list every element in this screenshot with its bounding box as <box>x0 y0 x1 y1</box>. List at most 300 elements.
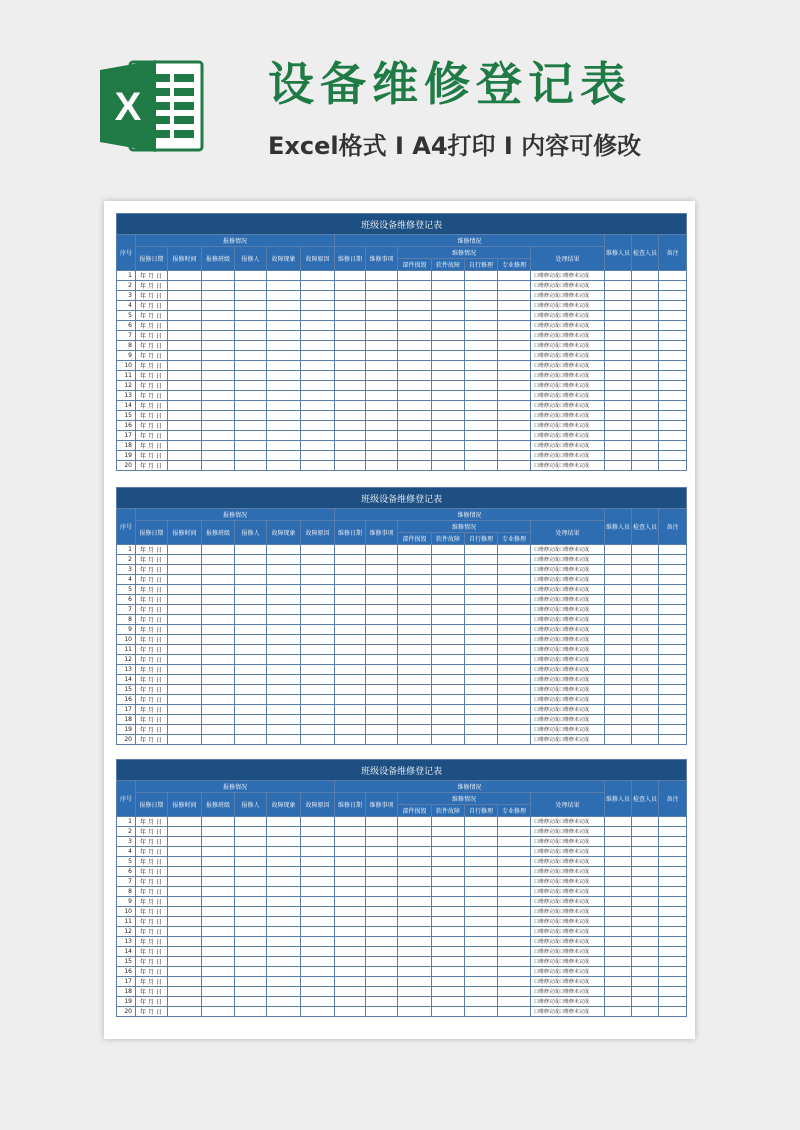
empty-cell[interactable] <box>432 827 465 837</box>
empty-cell[interactable] <box>168 461 202 471</box>
empty-cell[interactable] <box>659 877 687 887</box>
result-cell[interactable]: 口维修完成口维修未完成 <box>531 361 605 371</box>
empty-cell[interactable] <box>398 887 432 897</box>
empty-cell[interactable] <box>301 351 335 361</box>
empty-cell[interactable] <box>168 595 202 605</box>
empty-cell[interactable] <box>498 947 531 957</box>
empty-cell[interactable] <box>632 675 659 685</box>
empty-cell[interactable] <box>267 615 301 625</box>
empty-cell[interactable] <box>366 585 398 595</box>
empty-cell[interactable] <box>235 401 267 411</box>
empty-cell[interactable] <box>398 705 432 715</box>
empty-cell[interactable] <box>235 987 267 997</box>
empty-cell[interactable] <box>235 605 267 615</box>
empty-cell[interactable] <box>202 897 235 907</box>
empty-cell[interactable] <box>398 987 432 997</box>
empty-cell[interactable] <box>398 585 432 595</box>
empty-cell[interactable] <box>267 645 301 655</box>
empty-cell[interactable] <box>235 545 267 555</box>
empty-cell[interactable] <box>659 461 687 471</box>
empty-cell[interactable] <box>632 735 659 745</box>
empty-cell[interactable] <box>498 451 531 461</box>
empty-cell[interactable] <box>605 595 632 605</box>
empty-cell[interactable] <box>432 847 465 857</box>
empty-cell[interactable] <box>398 321 432 331</box>
empty-cell[interactable] <box>366 957 398 967</box>
empty-cell[interactable] <box>632 575 659 585</box>
empty-cell[interactable] <box>432 957 465 967</box>
empty-cell[interactable] <box>168 695 202 705</box>
empty-cell[interactable] <box>301 635 335 645</box>
empty-cell[interactable] <box>432 625 465 635</box>
empty-cell[interactable] <box>498 907 531 917</box>
empty-cell[interactable] <box>632 635 659 645</box>
report-date-cell[interactable]: 年 月 日 <box>136 321 168 331</box>
empty-cell[interactable] <box>605 361 632 371</box>
row-number-cell[interactable]: 3 <box>117 837 136 847</box>
empty-cell[interactable] <box>202 1007 235 1017</box>
empty-cell[interactable] <box>335 665 366 675</box>
empty-cell[interactable] <box>398 907 432 917</box>
row-number-cell[interactable]: 5 <box>117 857 136 867</box>
row-number-cell[interactable]: 4 <box>117 847 136 857</box>
empty-cell[interactable] <box>465 291 498 301</box>
empty-cell[interactable] <box>267 411 301 421</box>
empty-cell[interactable] <box>632 715 659 725</box>
empty-cell[interactable] <box>202 615 235 625</box>
row-number-cell[interactable]: 20 <box>117 735 136 745</box>
empty-cell[interactable] <box>605 575 632 585</box>
empty-cell[interactable] <box>605 585 632 595</box>
row-number-cell[interactable]: 12 <box>117 927 136 937</box>
empty-cell[interactable] <box>366 887 398 897</box>
empty-cell[interactable] <box>202 887 235 897</box>
result-cell[interactable]: 口维修完成口维修未完成 <box>531 827 605 837</box>
empty-cell[interactable] <box>659 595 687 605</box>
report-date-cell[interactable]: 年 月 日 <box>136 857 168 867</box>
empty-cell[interactable] <box>498 361 531 371</box>
empty-cell[interactable] <box>465 605 498 615</box>
report-date-cell[interactable]: 年 月 日 <box>136 271 168 281</box>
empty-cell[interactable] <box>632 361 659 371</box>
empty-cell[interactable] <box>366 947 398 957</box>
empty-cell[interactable] <box>605 725 632 735</box>
empty-cell[interactable] <box>632 331 659 341</box>
empty-cell[interactable] <box>632 867 659 877</box>
empty-cell[interactable] <box>267 695 301 705</box>
empty-cell[interactable] <box>432 461 465 471</box>
empty-cell[interactable] <box>335 675 366 685</box>
result-cell[interactable]: 口维修完成口维修未完成 <box>531 1007 605 1017</box>
empty-cell[interactable] <box>465 575 498 585</box>
result-cell[interactable]: 口维修完成口维修未完成 <box>531 301 605 311</box>
empty-cell[interactable] <box>398 615 432 625</box>
empty-cell[interactable] <box>465 675 498 685</box>
empty-cell[interactable] <box>659 937 687 947</box>
empty-cell[interactable] <box>301 401 335 411</box>
empty-cell[interactable] <box>632 431 659 441</box>
empty-cell[interactable] <box>235 957 267 967</box>
result-cell[interactable]: 口维修完成口维修未完成 <box>531 705 605 715</box>
empty-cell[interactable] <box>267 441 301 451</box>
empty-cell[interactable] <box>605 431 632 441</box>
empty-cell[interactable] <box>432 271 465 281</box>
empty-cell[interactable] <box>301 281 335 291</box>
empty-cell[interactable] <box>398 271 432 281</box>
empty-cell[interactable] <box>366 401 398 411</box>
empty-cell[interactable] <box>632 685 659 695</box>
empty-cell[interactable] <box>335 271 366 281</box>
report-date-cell[interactable]: 年 月 日 <box>136 837 168 847</box>
empty-cell[interactable] <box>366 431 398 441</box>
result-cell[interactable]: 口维修完成口维修未完成 <box>531 665 605 675</box>
empty-cell[interactable] <box>202 585 235 595</box>
empty-cell[interactable] <box>465 957 498 967</box>
empty-cell[interactable] <box>301 887 335 897</box>
empty-cell[interactable] <box>398 381 432 391</box>
empty-cell[interactable] <box>605 867 632 877</box>
report-date-cell[interactable]: 年 月 日 <box>136 725 168 735</box>
empty-cell[interactable] <box>659 341 687 351</box>
empty-cell[interactable] <box>398 645 432 655</box>
empty-cell[interactable] <box>659 837 687 847</box>
empty-cell[interactable] <box>202 715 235 725</box>
empty-cell[interactable] <box>301 441 335 451</box>
empty-cell[interactable] <box>632 645 659 655</box>
empty-cell[interactable] <box>632 997 659 1007</box>
report-date-cell[interactable]: 年 月 日 <box>136 947 168 957</box>
empty-cell[interactable] <box>301 685 335 695</box>
empty-cell[interactable] <box>498 291 531 301</box>
empty-cell[interactable] <box>202 341 235 351</box>
empty-cell[interactable] <box>432 977 465 987</box>
empty-cell[interactable] <box>301 555 335 565</box>
result-cell[interactable]: 口维修完成口维修未完成 <box>531 987 605 997</box>
empty-cell[interactable] <box>202 371 235 381</box>
report-date-cell[interactable]: 年 月 日 <box>136 585 168 595</box>
empty-cell[interactable] <box>465 987 498 997</box>
empty-cell[interactable] <box>301 565 335 575</box>
empty-cell[interactable] <box>465 555 498 565</box>
empty-cell[interactable] <box>168 431 202 441</box>
empty-cell[interactable] <box>366 545 398 555</box>
empty-cell[interactable] <box>335 451 366 461</box>
empty-cell[interactable] <box>398 695 432 705</box>
row-number-cell[interactable]: 11 <box>117 645 136 655</box>
empty-cell[interactable] <box>498 341 531 351</box>
empty-cell[interactable] <box>498 411 531 421</box>
empty-cell[interactable] <box>202 381 235 391</box>
empty-cell[interactable] <box>465 887 498 897</box>
row-number-cell[interactable]: 12 <box>117 655 136 665</box>
empty-cell[interactable] <box>432 735 465 745</box>
empty-cell[interactable] <box>301 705 335 715</box>
report-date-cell[interactable]: 年 月 日 <box>136 817 168 827</box>
empty-cell[interactable] <box>235 411 267 421</box>
empty-cell[interactable] <box>335 391 366 401</box>
empty-cell[interactable] <box>366 675 398 685</box>
row-number-cell[interactable]: 16 <box>117 695 136 705</box>
empty-cell[interactable] <box>235 977 267 987</box>
empty-cell[interactable] <box>301 1007 335 1017</box>
empty-cell[interactable] <box>465 381 498 391</box>
empty-cell[interactable] <box>498 331 531 341</box>
empty-cell[interactable] <box>605 847 632 857</box>
empty-cell[interactable] <box>605 411 632 421</box>
row-number-cell[interactable]: 12 <box>117 381 136 391</box>
row-number-cell[interactable]: 2 <box>117 827 136 837</box>
empty-cell[interactable] <box>366 421 398 431</box>
empty-cell[interactable] <box>168 271 202 281</box>
row-number-cell[interactable]: 8 <box>117 615 136 625</box>
empty-cell[interactable] <box>267 301 301 311</box>
empty-cell[interactable] <box>632 311 659 321</box>
empty-cell[interactable] <box>659 281 687 291</box>
report-date-cell[interactable]: 年 月 日 <box>136 341 168 351</box>
empty-cell[interactable] <box>235 857 267 867</box>
empty-cell[interactable] <box>498 441 531 451</box>
empty-cell[interactable] <box>432 817 465 827</box>
empty-cell[interactable] <box>235 341 267 351</box>
empty-cell[interactable] <box>168 441 202 451</box>
empty-cell[interactable] <box>632 1007 659 1017</box>
result-cell[interactable]: 口维修完成口维修未完成 <box>531 341 605 351</box>
empty-cell[interactable] <box>632 391 659 401</box>
empty-cell[interactable] <box>235 331 267 341</box>
empty-cell[interactable] <box>301 645 335 655</box>
empty-cell[interactable] <box>498 391 531 401</box>
empty-cell[interactable] <box>202 625 235 635</box>
empty-cell[interactable] <box>235 735 267 745</box>
empty-cell[interactable] <box>632 461 659 471</box>
empty-cell[interactable] <box>335 947 366 957</box>
empty-cell[interactable] <box>465 1007 498 1017</box>
empty-cell[interactable] <box>267 625 301 635</box>
row-number-cell[interactable]: 1 <box>117 545 136 555</box>
empty-cell[interactable] <box>632 381 659 391</box>
report-date-cell[interactable]: 年 月 日 <box>136 331 168 341</box>
empty-cell[interactable] <box>632 545 659 555</box>
empty-cell[interactable] <box>659 957 687 967</box>
empty-cell[interactable] <box>335 555 366 565</box>
empty-cell[interactable] <box>659 907 687 917</box>
empty-cell[interactable] <box>398 311 432 321</box>
empty-cell[interactable] <box>335 411 366 421</box>
empty-cell[interactable] <box>659 997 687 1007</box>
empty-cell[interactable] <box>235 927 267 937</box>
empty-cell[interactable] <box>301 947 335 957</box>
empty-cell[interactable] <box>432 947 465 957</box>
empty-cell[interactable] <box>465 977 498 987</box>
empty-cell[interactable] <box>335 977 366 987</box>
empty-cell[interactable] <box>605 957 632 967</box>
empty-cell[interactable] <box>659 605 687 615</box>
row-number-cell[interactable]: 10 <box>117 907 136 917</box>
empty-cell[interactable] <box>398 715 432 725</box>
empty-cell[interactable] <box>659 857 687 867</box>
result-cell[interactable]: 口维修完成口维修未完成 <box>531 321 605 331</box>
empty-cell[interactable] <box>235 877 267 887</box>
empty-cell[interactable] <box>659 411 687 421</box>
empty-cell[interactable] <box>335 281 366 291</box>
empty-cell[interactable] <box>659 321 687 331</box>
empty-cell[interactable] <box>335 341 366 351</box>
empty-cell[interactable] <box>605 735 632 745</box>
empty-cell[interactable] <box>432 381 465 391</box>
empty-cell[interactable] <box>398 605 432 615</box>
report-date-cell[interactable]: 年 月 日 <box>136 615 168 625</box>
empty-cell[interactable] <box>366 281 398 291</box>
empty-cell[interactable] <box>432 867 465 877</box>
empty-cell[interactable] <box>432 575 465 585</box>
report-date-cell[interactable]: 年 月 日 <box>136 917 168 927</box>
result-cell[interactable]: 口维修完成口维修未完成 <box>531 817 605 827</box>
empty-cell[interactable] <box>267 545 301 555</box>
empty-cell[interactable] <box>659 441 687 451</box>
empty-cell[interactable] <box>465 947 498 957</box>
empty-cell[interactable] <box>335 1007 366 1017</box>
empty-cell[interactable] <box>659 927 687 937</box>
empty-cell[interactable] <box>235 907 267 917</box>
empty-cell[interactable] <box>202 957 235 967</box>
empty-cell[interactable] <box>465 311 498 321</box>
empty-cell[interactable] <box>366 565 398 575</box>
empty-cell[interactable] <box>202 461 235 471</box>
empty-cell[interactable] <box>168 977 202 987</box>
row-number-cell[interactable]: 3 <box>117 565 136 575</box>
empty-cell[interactable] <box>605 565 632 575</box>
empty-cell[interactable] <box>398 937 432 947</box>
empty-cell[interactable] <box>465 735 498 745</box>
empty-cell[interactable] <box>267 451 301 461</box>
empty-cell[interactable] <box>659 977 687 987</box>
empty-cell[interactable] <box>432 321 465 331</box>
empty-cell[interactable] <box>235 321 267 331</box>
empty-cell[interactable] <box>465 321 498 331</box>
empty-cell[interactable] <box>432 311 465 321</box>
row-number-cell[interactable]: 16 <box>117 967 136 977</box>
empty-cell[interactable] <box>267 715 301 725</box>
empty-cell[interactable] <box>605 877 632 887</box>
empty-cell[interactable] <box>465 361 498 371</box>
empty-cell[interactable] <box>659 381 687 391</box>
empty-cell[interactable] <box>267 947 301 957</box>
empty-cell[interactable] <box>398 837 432 847</box>
empty-cell[interactable] <box>432 645 465 655</box>
empty-cell[interactable] <box>659 451 687 461</box>
empty-cell[interactable] <box>632 291 659 301</box>
empty-cell[interactable] <box>267 847 301 857</box>
empty-cell[interactable] <box>202 675 235 685</box>
result-cell[interactable]: 口维修完成口维修未完成 <box>531 371 605 381</box>
empty-cell[interactable] <box>366 877 398 887</box>
empty-cell[interactable] <box>659 695 687 705</box>
empty-cell[interactable] <box>267 351 301 361</box>
empty-cell[interactable] <box>366 837 398 847</box>
result-cell[interactable]: 口维修完成口维修未完成 <box>531 555 605 565</box>
empty-cell[interactable] <box>366 735 398 745</box>
empty-cell[interactable] <box>605 635 632 645</box>
empty-cell[interactable] <box>168 575 202 585</box>
empty-cell[interactable] <box>659 725 687 735</box>
empty-cell[interactable] <box>168 615 202 625</box>
empty-cell[interactable] <box>235 665 267 675</box>
empty-cell[interactable] <box>335 605 366 615</box>
empty-cell[interactable] <box>432 545 465 555</box>
empty-cell[interactable] <box>398 1007 432 1017</box>
empty-cell[interactable] <box>235 1007 267 1017</box>
empty-cell[interactable] <box>366 575 398 585</box>
empty-cell[interactable] <box>498 827 531 837</box>
empty-cell[interactable] <box>267 575 301 585</box>
empty-cell[interactable] <box>301 867 335 877</box>
empty-cell[interactable] <box>301 585 335 595</box>
result-cell[interactable]: 口维修完成口维修未完成 <box>531 545 605 555</box>
empty-cell[interactable] <box>432 987 465 997</box>
empty-cell[interactable] <box>335 897 366 907</box>
empty-cell[interactable] <box>432 685 465 695</box>
empty-cell[interactable] <box>267 1007 301 1017</box>
empty-cell[interactable] <box>366 705 398 715</box>
empty-cell[interactable] <box>335 867 366 877</box>
empty-cell[interactable] <box>465 301 498 311</box>
empty-cell[interactable] <box>432 665 465 675</box>
empty-cell[interactable] <box>498 967 531 977</box>
report-date-cell[interactable]: 年 月 日 <box>136 977 168 987</box>
result-cell[interactable]: 口维修完成口维修未完成 <box>531 685 605 695</box>
report-date-cell[interactable]: 年 月 日 <box>136 381 168 391</box>
empty-cell[interactable] <box>301 451 335 461</box>
row-number-cell[interactable]: 13 <box>117 937 136 947</box>
empty-cell[interactable] <box>168 645 202 655</box>
empty-cell[interactable] <box>168 897 202 907</box>
empty-cell[interactable] <box>366 271 398 281</box>
empty-cell[interactable] <box>465 391 498 401</box>
empty-cell[interactable] <box>168 545 202 555</box>
result-cell[interactable]: 口维修完成口维修未完成 <box>531 917 605 927</box>
row-number-cell[interactable]: 19 <box>117 997 136 1007</box>
empty-cell[interactable] <box>235 897 267 907</box>
row-number-cell[interactable]: 2 <box>117 281 136 291</box>
empty-cell[interactable] <box>335 837 366 847</box>
report-date-cell[interactable]: 年 月 日 <box>136 695 168 705</box>
empty-cell[interactable] <box>398 351 432 361</box>
empty-cell[interactable] <box>168 311 202 321</box>
empty-cell[interactable] <box>267 281 301 291</box>
empty-cell[interactable] <box>301 461 335 471</box>
empty-cell[interactable] <box>202 847 235 857</box>
row-number-cell[interactable]: 6 <box>117 595 136 605</box>
row-number-cell[interactable]: 7 <box>117 331 136 341</box>
empty-cell[interactable] <box>605 615 632 625</box>
empty-cell[interactable] <box>235 635 267 645</box>
empty-cell[interactable] <box>605 927 632 937</box>
empty-cell[interactable] <box>465 837 498 847</box>
empty-cell[interactable] <box>632 987 659 997</box>
empty-cell[interactable] <box>605 321 632 331</box>
empty-cell[interactable] <box>168 1007 202 1017</box>
empty-cell[interactable] <box>267 877 301 887</box>
empty-cell[interactable] <box>202 351 235 361</box>
empty-cell[interactable] <box>267 271 301 281</box>
empty-cell[interactable] <box>366 371 398 381</box>
empty-cell[interactable] <box>605 947 632 957</box>
row-number-cell[interactable]: 19 <box>117 451 136 461</box>
report-date-cell[interactable]: 年 月 日 <box>136 441 168 451</box>
empty-cell[interactable] <box>168 817 202 827</box>
empty-cell[interactable] <box>168 917 202 927</box>
empty-cell[interactable] <box>632 837 659 847</box>
